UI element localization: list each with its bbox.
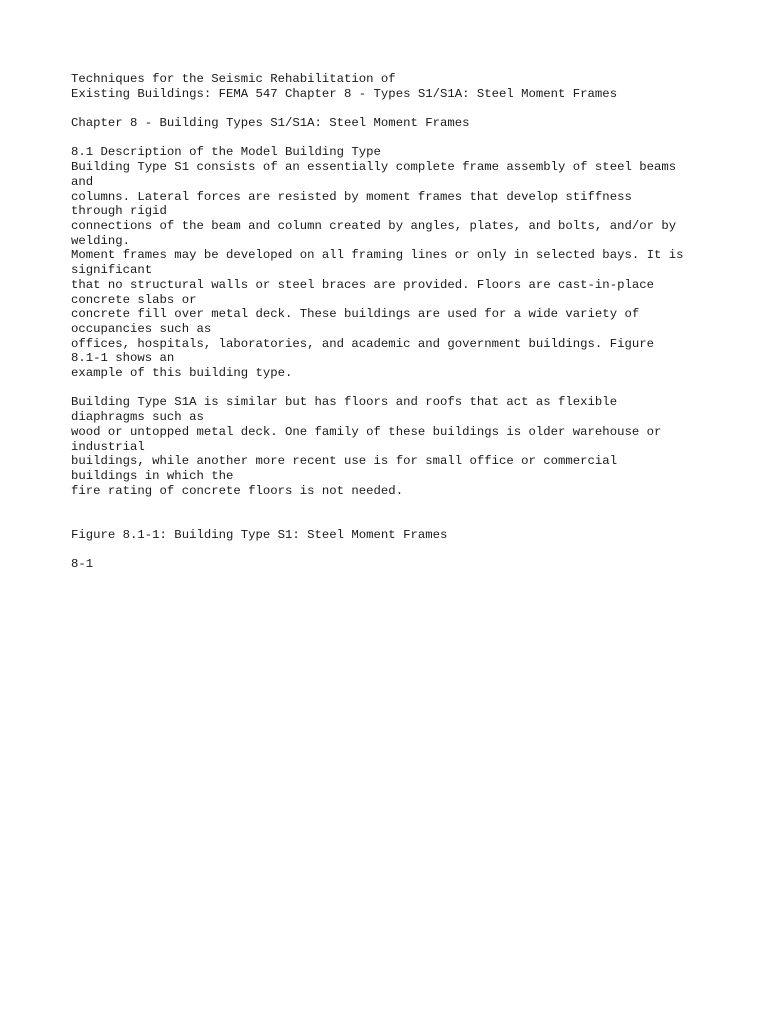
paragraph-line: industrial (71, 439, 145, 454)
paragraph-line: that no structural walls or steel braces are provided. Floors are cast-in-place (71, 277, 654, 292)
paragraph-line: occupancies such as (71, 321, 212, 336)
chapter-title: Chapter 8 - Building Types S1/S1A: Steel Moment Frames (71, 116, 470, 131)
spacer (71, 101, 721, 116)
paragraph-line: offices, hospitals, laboratories, and academic and government buildings. Figure (71, 336, 654, 351)
spacer (71, 542, 721, 557)
header-line: Techniques for the Seismic Rehabilitation of (71, 72, 396, 86)
paragraph-line: significant (71, 263, 153, 278)
paragraph-line: fire rating of concrete floors is not needed. (71, 483, 404, 498)
paragraph-line: 8.1-1 shows an (71, 351, 175, 366)
section-heading: 8.1 Description of the Model Building Type (71, 145, 381, 160)
paragraph-line: columns. Lateral forces are resisted by moment frames that develop stiffness (71, 189, 632, 204)
document-page (71, 72, 721, 572)
paragraph-line: wood or untopped metal deck. One family of these buildings is older warehouse or (71, 424, 662, 439)
paragraph-line: Building Type S1A is similar but has floors and roofs that act as flexible (71, 395, 618, 410)
paragraph-line: concrete slabs or (71, 292, 197, 307)
paragraph-line: buildings, while another more recent use is for small office or commercial (71, 454, 618, 469)
spacer (71, 498, 721, 527)
paragraph-line: example of this building type. (71, 366, 293, 381)
spacer (71, 381, 721, 396)
paragraph-line: Building Type S1 consists of an essentially complete frame assembly of steel beams (71, 160, 677, 175)
paragraph-line: welding. (71, 233, 131, 248)
paragraph-line: Moment frames may be developed on all framing lines or only in selected bays. It is (71, 248, 684, 263)
figure-caption: Figure 8.1-1: Building Type S1: Steel Moment Frames (71, 527, 448, 542)
paragraph-line: concrete fill over metal deck. These buildings are used for a wide variety of (71, 307, 640, 322)
paragraph-line: and (71, 174, 94, 189)
page-number: 8-1 (71, 557, 94, 572)
spacer (71, 131, 721, 146)
paragraph-line: diaphragms such as (71, 410, 204, 425)
paragraph-building-type-s1a (71, 395, 721, 498)
paragraph-line: buildings in which the (71, 468, 234, 483)
header-line: Existing Buildings: FEMA 547 Chapter 8 - Types S1/S1A: Steel Moment Frames (71, 86, 618, 101)
paragraph-building-type-s1 (71, 160, 721, 381)
document-header (71, 72, 721, 101)
paragraph-line: through rigid (71, 204, 167, 219)
paragraph-line: connections of the beam and column created by angles, plates, and bolts, and/or by (71, 219, 677, 233)
